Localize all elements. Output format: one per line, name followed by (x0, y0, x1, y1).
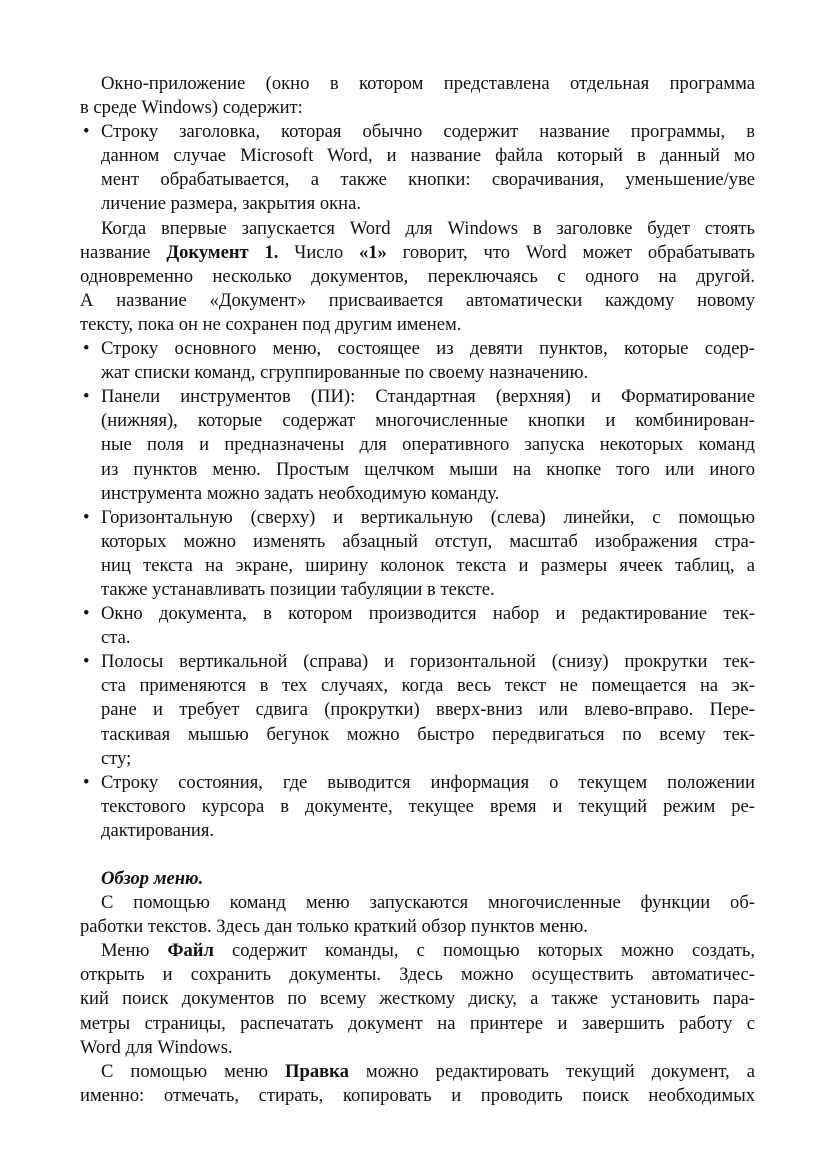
bullet-marker: • (83, 651, 90, 673)
text-line: ные поля и предназначены для оперативного запуска некоторых команд (101, 434, 755, 456)
list-item-main-menu (80, 337, 755, 385)
text-line: сту; (101, 747, 132, 769)
text-line: в среде Windows) содержит: (80, 97, 303, 119)
text-line: работки текстов. Здесь дан только краткий обзор пунктов меню. (80, 916, 588, 938)
bold-term: Документ 1. (166, 241, 279, 263)
text-line: Строку состояния, где выводится информация о текущем положении (101, 771, 755, 793)
paragraph-intro (80, 72, 755, 120)
paragraph-document-title (80, 217, 755, 337)
text-line: А название «Документ» присваивается автоматически каждому новому (80, 289, 755, 311)
text-line: из пунктов меню. Простым щелчком мыши на кнопке того или иного (101, 458, 755, 480)
paragraph-edit-menu (80, 1060, 755, 1108)
list-item-rulers (80, 506, 755, 602)
text-line: Когда впервые запускается Word для Windows в заголовке будет стоять (101, 217, 755, 239)
text-line: Word для Windows. (80, 1036, 233, 1058)
text-line: открыть и сохранить документы. Здесь можно осуществить автоматичес- (80, 964, 755, 986)
text-line: тексту, пока он не сохранен под другим именем. (80, 313, 462, 335)
text-line: таскивая мышью бегунок можно быстро передвигаться по всему тек- (101, 723, 755, 745)
text-line: Окно документа, в котором производится набор и редактирование тек- (101, 603, 755, 625)
bullet-marker: • (83, 506, 90, 528)
section-heading: Обзор меню. (101, 868, 204, 889)
text-line: С помощью меню Правка можно редактировать текущий документ, а (101, 1060, 755, 1082)
text-line: ста. (101, 627, 131, 649)
text-line: Полосы вертикальной (справа) и горизонтальной (снизу) прокрутки тек- (101, 651, 755, 673)
text-line: также устанавливать позиции табуляции в тексте. (101, 578, 495, 600)
list-item-document-window (80, 602, 755, 650)
text-line: личение размера, закрытия окна. (101, 193, 362, 215)
text-line: Окно-приложение (окно в котором представлена отдельная программа (101, 73, 755, 94)
bullet-marker: • (83, 338, 90, 360)
section-spacer (80, 843, 755, 867)
bullet-marker: • (83, 603, 90, 625)
list-item-toolbars (80, 385, 755, 505)
text-line: (нижняя), которые содержат многочисленные кнопки и комбинирован- (101, 410, 755, 432)
bullet-marker: • (83, 121, 90, 143)
text-line: инструмента можно задать необходимую команду. (101, 482, 500, 504)
text-line: ниц текста на экране, ширину колонок текста и размеры ячеек таблиц, а (101, 554, 755, 576)
text-line: Панели инструментов (ПИ): Стандартная (верхняя) и Форматирование (101, 386, 755, 408)
text-line: название Документ 1. Число «1» говорит, что Word может обрабатывать (80, 241, 755, 263)
bold-term: «1» (358, 241, 387, 263)
text-line: Меню Файл содержит команды, с помощью которых можно создать, (101, 940, 755, 962)
document-page (80, 72, 755, 1108)
text-line: Горизонтальную (сверху) и вертикальную (слева) линейки, с помощью (101, 506, 755, 528)
text-line: ста применяются в тех случаях, когда весь текст не помещается на эк- (101, 675, 755, 697)
text-line: Строку заголовка, которая обычно содержит название программы, в (101, 121, 755, 143)
list-item-scrollbars (80, 650, 755, 770)
bold-term: Правка (285, 1060, 349, 1082)
paragraph-file-menu (80, 939, 755, 1059)
bullet-marker: • (83, 386, 90, 408)
text-line: текстового курсора в документе, текущее время и текущий режим ре- (101, 795, 755, 817)
list-item-status-bar (80, 771, 755, 843)
text-line: кий поиск документов по всему жесткому диску, а также установить пара- (80, 988, 755, 1010)
text-line: которых можно изменять абзацный отступ, масштаб изображения стра- (101, 530, 755, 552)
list-item-title-bar (80, 120, 755, 216)
text-line: дактирования. (101, 819, 215, 841)
text-line: жат списки команд, сгруппированные по своему назначению. (101, 362, 589, 384)
text-line: именно: отмечать, стирать, копировать и проводить поиск необходимых (80, 1084, 755, 1106)
text-line: С помощью команд меню запускаются многочисленные функции об- (101, 892, 755, 914)
paragraph-menu-overview (80, 891, 755, 939)
text-line: метры страницы, распечатать документ на принтере и завершить работу с (80, 1012, 755, 1034)
bullet-marker: • (83, 771, 90, 793)
text-line: одновременно несколько документов, переключаясь с одного на другой. (80, 265, 755, 287)
text-line: ране и требует сдвига (прокрутки) вверх-вниз или влево-вправо. Пере- (101, 699, 755, 721)
text-line: данном случае Microsoft Word, и название файла который в данный мо (101, 145, 755, 167)
text-line: Строку основного меню, состоящее из девяти пунктов, которые содер- (101, 338, 755, 360)
bold-term: Файл (167, 940, 214, 962)
text-line: мент обрабатывается, а также кнопки: сворачивания, уменьшение/уве (101, 169, 755, 191)
